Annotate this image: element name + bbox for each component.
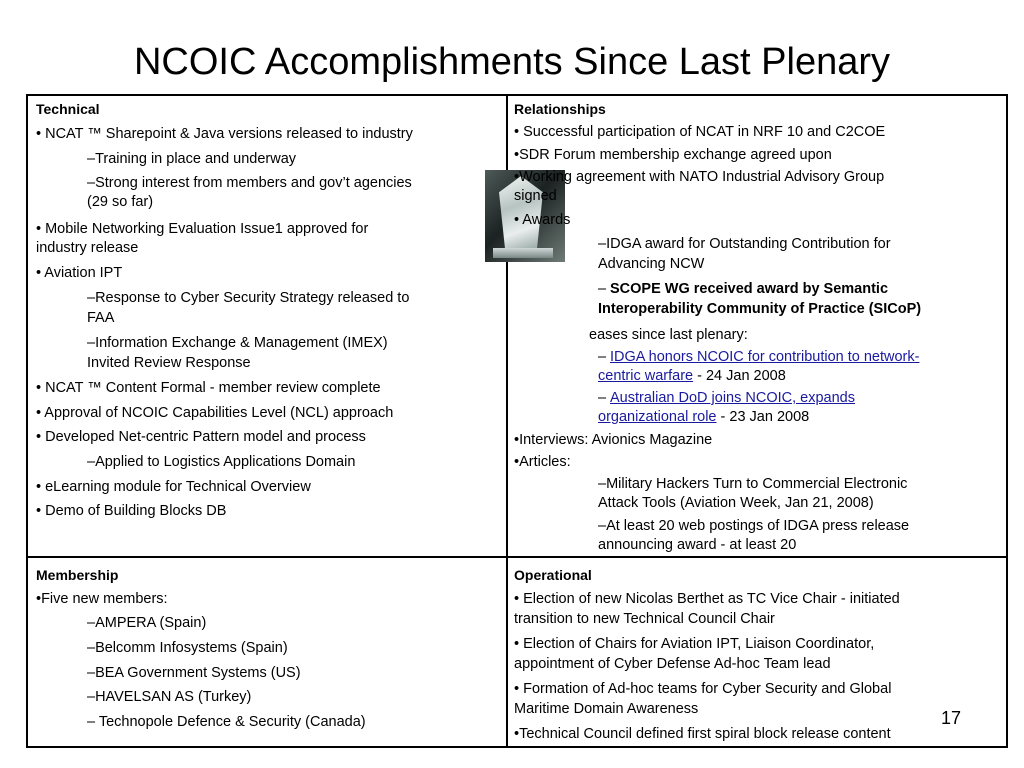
- list-item: –Information Exchange & Management (IMEX): [87, 335, 388, 351]
- list-item: • Formation of Ad-hoc teams for Cyber Security and Global: [514, 681, 892, 697]
- list-item: appointment of Cyber Defense Ad-hoc Team lead: [514, 656, 831, 672]
- list-item: • Developed Net-centric Pattern model and process: [36, 429, 366, 445]
- slide-title: NCOIC Accomplishments Since Last Plenary: [133, 41, 891, 83]
- page-number: 17: [941, 708, 962, 728]
- list-item-dash: –: [598, 390, 607, 406]
- list-item: Maritime Domain Awareness: [514, 701, 699, 717]
- list-item: –At least 20 web postings of IDGA press release: [598, 518, 910, 534]
- list-item: –Response to Cyber Security Strategy released to: [87, 290, 410, 306]
- list-item: •Interviews: Avionics Magazine: [514, 432, 713, 448]
- list-item: signed: [514, 188, 557, 204]
- list-item: • eLearning module for Technical Overview: [36, 479, 311, 495]
- list-item: •Working agreement with NATO Industrial Advisory Group: [514, 169, 885, 185]
- list-item: –Applied to Logistics Applications Domain: [87, 454, 356, 470]
- press-release-date: - 23 Jan 2008: [716, 409, 810, 425]
- list-item: –AMPERA (Spain): [87, 615, 207, 631]
- membership-cell: [36, 566, 496, 736]
- list-item: –BEA Government Systems (US): [87, 665, 301, 681]
- table-divider-horizontal: [28, 556, 1006, 558]
- list-item: • NCAT ™ Content Formal - member review complete: [36, 380, 381, 396]
- list-item: – Technopole Defence & Security (Canada): [87, 714, 366, 730]
- membership-header: Membership: [36, 567, 119, 583]
- press-release-link-australia-cont[interactable]: organizational role: [598, 409, 717, 425]
- list-item: •Articles:: [514, 454, 571, 470]
- list-item: –Training in place and underway: [87, 151, 297, 167]
- list-item: • Awards: [514, 212, 571, 228]
- list-item: industry release: [36, 240, 139, 256]
- list-item: –Military Hackers Turn to Commercial Electronic: [598, 476, 908, 492]
- list-item: (29 so far): [87, 194, 154, 210]
- press-release-link-idga-cont[interactable]: centric warfare: [598, 368, 694, 384]
- press-release-date: - 24 Jan 2008: [693, 368, 786, 384]
- list-item: FAA: [87, 310, 115, 326]
- press-release-line: [598, 408, 809, 427]
- list-item: –IDGA award for Outstanding Contribution for: [598, 236, 891, 252]
- operational-cell: [514, 566, 994, 742]
- scope-award-line: SCOPE WG received award by Semantic: [610, 281, 889, 297]
- press-release-line: [598, 367, 786, 386]
- list-item: • Demo of Building Blocks DB: [36, 503, 227, 519]
- list-item: –Belcomm Infosystems (Spain): [87, 640, 288, 656]
- operational-header: Operational: [514, 567, 592, 583]
- list-item: • Election of new Nicolas Berthet as TC Vice Chair - initiated: [514, 591, 900, 607]
- list-item: eases since last plenary:: [589, 327, 748, 343]
- list-item: • Mobile Networking Evaluation Issue1 approved for: [36, 221, 369, 237]
- list-item: Invited Review Response: [87, 355, 251, 371]
- list-item: • Successful participation of NCAT in NRF 10 and C2COE: [514, 124, 886, 140]
- press-release-link-australia[interactable]: Australian DoD joins NCOIC, expands: [610, 390, 855, 406]
- list-item: • NCAT ™ Sharepoint & Java versions released to industry: [36, 126, 413, 142]
- list-item-dash: –: [598, 281, 607, 297]
- list-item: • Approval of NCOIC Capabilities Level (NCL) approach: [36, 405, 394, 421]
- technical-header: Technical: [36, 101, 100, 117]
- press-release-link-idga[interactable]: IDGA honors NCOIC for contribution to network-: [610, 349, 920, 365]
- list-item: •SDR Forum membership exchange agreed upon: [514, 147, 832, 163]
- technical-cell: [36, 100, 496, 550]
- list-item: • Election of Chairs for Aviation IPT, Liaison Coordinator,: [514, 636, 875, 652]
- relationships-header: Relationships: [514, 101, 606, 117]
- list-item: Attack Tools (Aviation Week, Jan 21, 2008): [598, 495, 874, 511]
- list-item: •Technical Council defined first spiral block release content: [514, 726, 891, 742]
- list-item: –Strong interest from members and gov’t agencies: [87, 175, 412, 191]
- list-item: Advancing NCW: [598, 256, 705, 272]
- list-item: –HAVELSAN AS (Turkey): [87, 689, 252, 705]
- list-item: announcing award - at least 20: [598, 537, 797, 553]
- list-item-dash: –: [598, 349, 607, 365]
- list-item: •Five new members:: [36, 591, 168, 607]
- list-item: transition to new Technical Council Chair: [514, 611, 775, 627]
- scope-award-line: Interoperability Community of Practice (SICoP): [598, 301, 922, 317]
- relationships-cell: [514, 100, 994, 555]
- list-item: • Aviation IPT: [36, 265, 123, 281]
